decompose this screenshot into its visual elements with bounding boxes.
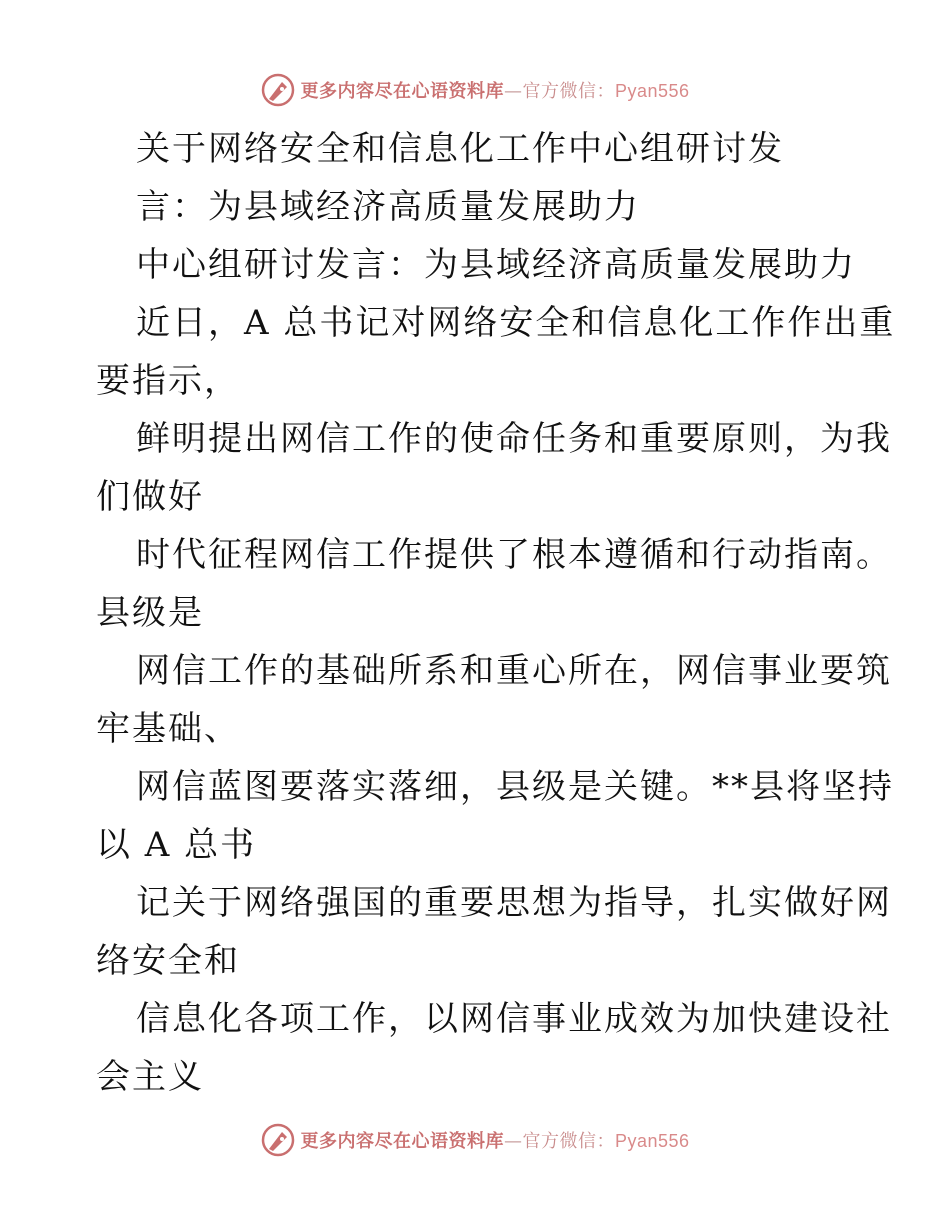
document-body — [96, 120, 896, 1106]
footer-wechat-id: Pyan556 — [614, 1131, 690, 1151]
paragraph-line: 县级是 — [96, 593, 204, 633]
paragraph-line: 以 A 总书 — [96, 825, 257, 865]
doc-title-line-1: 关于网络安全和信息化工作中心组研讨发 — [136, 129, 784, 169]
paragraph-line: 信息化各项工作，以网信事业成效为加快建设社 — [136, 999, 892, 1039]
paragraph-line: 近日，A 总书记对网络安全和信息化工作作出重 — [136, 303, 896, 343]
doc-title-line-2: 言：为县域经济高质量发展助力 — [136, 187, 640, 227]
footer-wechat-label: 官方微信： — [522, 1131, 615, 1152]
paragraph-line: 网信蓝图要落实落细，县级是关键。**县将坚持 — [136, 767, 894, 807]
doc-subtitle: 中心组研讨发言：为县域经济高质量发展助力 — [136, 245, 856, 285]
header-wechat-label: 官方微信： — [522, 81, 615, 102]
footer-separator: — — [503, 1131, 523, 1152]
pen-nib-logo-icon — [260, 1122, 296, 1158]
header-brand-text: 更多内容尽在心语资料库 — [300, 81, 504, 102]
pen-nib-logo-icon — [260, 72, 296, 108]
footer-banner-text — [300, 1127, 689, 1153]
paragraph-line: 记关于网络强国的重要思想为指导，扎实做好网 — [136, 883, 892, 923]
paragraph-line: 会主义 — [96, 1057, 204, 1097]
header-separator: — — [503, 81, 523, 102]
paragraph-line: 要指示， — [96, 361, 240, 401]
header-wechat-id: Pyan556 — [614, 81, 690, 101]
paragraph-line: 鲜明提出网信工作的使命任务和重要原则，为我 — [136, 419, 892, 459]
header-banner-text — [300, 77, 689, 103]
header-watermark-banner — [0, 70, 950, 110]
footer-watermark-banner — [0, 1120, 950, 1160]
paragraph-line: 牢基础、 — [96, 709, 240, 749]
paragraph-line: 络安全和 — [96, 941, 240, 981]
paragraph-line: 们做好 — [96, 477, 204, 517]
paragraph-line: 网信工作的基础所系和重心所在，网信事业要筑 — [136, 651, 892, 691]
footer-brand-text: 更多内容尽在心语资料库 — [300, 1131, 504, 1152]
paragraph-line: 时代征程网信工作提供了根本遵循和行动指南。 — [136, 535, 892, 575]
